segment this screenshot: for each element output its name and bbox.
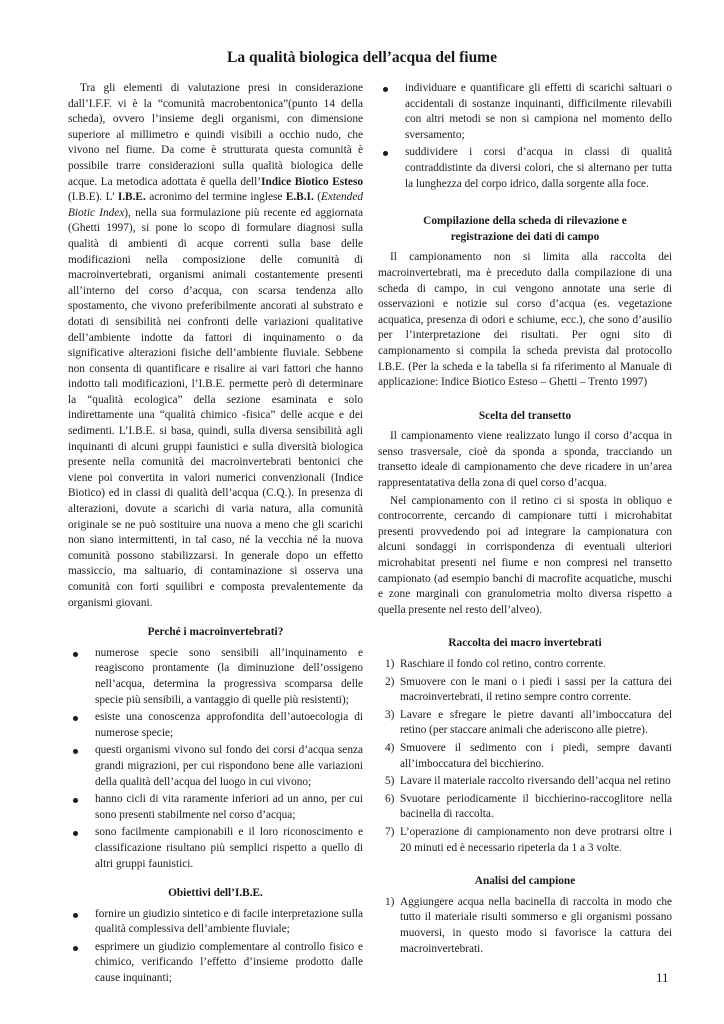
step-number: 3) (385, 708, 395, 721)
page-number: 11 (656, 970, 669, 985)
step-number: 1) (385, 895, 395, 908)
right-column (378, 81, 672, 959)
list-item: hanno cicli di vita raramente inferiori ad un anno, per cui sono presenti stabilmente nel corso d’acqua; (68, 792, 363, 823)
intro-bold-ibe-full: Indice Biotico Esteso (261, 175, 363, 188)
step-text: Lavare e sfregare le pietre davanti all’imboccatura del retino (per staccare animali che aderiscono alle pietre). (400, 708, 672, 737)
intro-italic-ebi-full: Extended Biotic Index (68, 191, 363, 219)
intro-text: ( (313, 191, 321, 204)
numbered-step (378, 657, 672, 673)
list-item: sono facilmente campionabili e il loro riconoscimento e classificazione risultano più semplici rispetto a quello di altri gruppi faunistici. (68, 825, 363, 872)
step-number: 2) (385, 675, 395, 688)
step-text: Lavare il materiale raccolto riversando dell’acqua nel retino (400, 775, 671, 788)
step-number: 5) (385, 775, 395, 788)
step-number: 6) (385, 792, 395, 805)
goals-list (68, 907, 363, 987)
step-text: Raschiare il fondo col retino, contro corrente. (400, 658, 606, 670)
intro-text: acronimo del termine inglese (145, 191, 286, 204)
sheet-paragraph: Il campionamento non si limita alla raccolta dei macroinvertebrati, ma è preceduto dalla compilazione di una scheda di campo, in cui vengono annotate una serie di osservazioni e notizie sul corso d’acqua (es. vegetazione acquatica, presenza di odori e schiume, ecc.), che sono d’ausilio per l’interpretazione dei risultati. Per ogni sito di campionamento si compila la scheda prevista dal protocollo I.B.E. (Per la scheda e la tabella si fa riferimento al Manuale di applicazione: Indice Biotico Esteso – Ghetti – Trento 1997) (378, 251, 672, 389)
numbered-step (378, 708, 672, 739)
numbered-step (378, 792, 672, 823)
heading-line: Compilazione della scheda di rilevazione e (423, 215, 627, 228)
left-column (68, 81, 363, 989)
collection-steps (378, 657, 672, 856)
numbered-step (378, 741, 672, 772)
list-item: individuare e quantificare gli effetti di scarichi saltuari o accidentali di sostanze inquinanti, difficilmente rilevabili con altri metodi se non si campiona nel momento dello sversamento; (378, 81, 672, 143)
intro-text: ), nella sua formulazione più recente ed aggiornata (Ghetti 1997), si pone lo scopo di formulare diagnosi sulla qualità di ambienti di acque correnti sulla base delle modificazioni nella composizione delle comunità di macroinvertebrati, organismi animali costantemente presenti all’interno del corso d’acqua, con scarsa tendenza allo spostamento, che vivono preferibilmente ancorati al substrato e dotati di sensibilità nei confronti delle variazioni qualitative dell’ambiente indotte da fattori di inquinamento o da significative alterazioni fisiche dell’ambiente fluviale. Sebbene non consenta di quantificare e risalire ai vari fattori che hanno indotto tali modificazioni, l’I.B.E. permette però di determinare la “qualità ecologica” della sezione esaminata e solo indirettamente una “qualità chimico -fisica” delle acque e dei sedimenti. L’I.B.E. si basa, quindi, sulla diversa sensibilità agli inquinanti di alcuni gruppi faunistici e sulla diversità biologica presente nella comunità dei macroinvertebrati bentonici che viene poi convertita in valori numerici convenzionali (Indice Biotico) ed in classi di qualità dell’acqua (C.Q.). In presenza di alterazioni, dovute a scarichi di varia natura, alla comunità originale se ne può sostituire una nuova a meno che gli scarichi non siano intermittenti, in tal caso, né la vecchia né la nuova comunità possono stabilizzarsi. In generale dopo un effetto massiccio, ma saltuario, di contaminazione si osserva una comunità con forti squilibri e composta prevalentemente da organismi giovani. (68, 206, 363, 609)
intro-text: (I.B.E). L’ (68, 191, 118, 204)
heading-line: registrazione dei dati di campo (450, 230, 600, 243)
step-text: Smuovere con le mani o i piedi i sassi per la cattura dei macroinvertebrati, il retino sempre contro corrente. (400, 675, 672, 704)
step-text: L’operazione di campionamento non deve protrarsi oltre i 20 minuti ed è necessario ripeterla da 1 a 3 volte. (400, 825, 672, 854)
transect-paragraph: Nel campionamento con il retino ci si sposta in obliquo e controcorrente, cercando di campionare tutti i microhabitat presenti provvedendo poi ad integrare la campionatura con alcuni sondaggi in corrispondenza di eventuali ulteriori microhabitat presenti nel fiume e non compresi nel transetto campionato (ad esempio banchi di macrofite acquatiche, muschi e zone marginali con granulometria molto diversa rispetto a quella presente nel resto dell’alveo). (378, 494, 672, 616)
list-item: suddividere i corsi d’acqua in classi di qualità contraddistinte da diversi colori, che si alternano per tutta la lunghezza del corpo idrico, dalla sorgente alla foce. (378, 145, 672, 192)
numbered-step (378, 774, 672, 790)
list-item: esprimere un giudizio complementare al controllo fisico e chimico, verificando l’effetto d’insieme prodotto dalle cause inquinanti; (68, 940, 363, 987)
transect-paragraph: Il campionamento viene realizzato lungo il corso d’acqua in senso trasversale, cioè da sponda a sponda, tracciando un transetto ideale di campionamento che deve ricadere in un’area rappresentatativa della zona di quel corso d’acqua. (378, 430, 672, 490)
intro-bold-ibe: I.B.E. (117, 191, 146, 204)
intro-text: Tra gli elementi di valutazione presi in considerazione dall’I.F.F. vi è la “comunità macrobentonica”(punto 14 della scheda), ovvero l’insieme degli organismi, con dimensione superiore al millimetro e quindi visibili a occhio nudo, che vivono nel fiume. Da come è strutturata questa comunità è possibile trarre considerazioni sulla qualità biologica delle acque. La metodica adottata è quella dell’ (68, 82, 363, 188)
step-text: Aggiungere acqua nella bacinella di raccolta in modo che tutto il materiale risulti sommerso e gli organismi possano muoversi, in questo modo si favorisce la cattura dei macroinvertebrati. (400, 895, 672, 955)
list-item: numerose specie sono sensibili all’inquinamento e reagiscono prontamente (la diminuzione dell’ossigeno nell’acqua, determina la progressiva scomparsa delle specie più sensibili, a vantaggio di quelle più resistenti); (68, 646, 363, 708)
goals-list-continued (378, 81, 672, 192)
intro-paragraph (68, 81, 363, 611)
numbered-step (378, 825, 672, 856)
page-title: La qualità biologica dell’acqua del fiume (227, 49, 497, 66)
section-heading-collection: Raccolta dei macro invertebrati (448, 637, 602, 650)
step-number: 4) (385, 741, 395, 754)
section-heading-sheet (378, 214, 672, 245)
numbered-step (378, 895, 672, 957)
numbered-step (378, 675, 672, 706)
step-number: 7) (385, 825, 395, 838)
intro-bold-ebi: E.B.I. (285, 191, 314, 204)
list-item: fornire un giudizio sintetico e di facile interpretazione sulla qualità complessiva dell’ambiente fluviale; (68, 907, 363, 938)
list-item: esiste una conoscenza approfondita dell’autoecologia di numerose specie; (68, 710, 363, 741)
section-heading-goals: Obiettivi dell’I.B.E. (168, 887, 263, 900)
step-text: Svuotare periodicamente il bicchierino-raccoglitore nella bacinella di raccolta. (400, 792, 672, 821)
section-heading-why: Perché i macroinvertebrati? (147, 626, 284, 639)
analysis-steps (378, 895, 672, 957)
step-text: Smuovere il sedimento con i piedi, sempre davanti all’imboccatura del bicchierino. (400, 741, 672, 770)
section-heading-analysis: Analisi del campione (474, 875, 576, 888)
list-item: questi organismi vivono sul fondo dei corsi d’acqua senza grandi migrazioni, per cui rispondono bene alle variazioni della qualità dell’acqua del luogo in cui vivono; (68, 743, 363, 790)
why-list (68, 646, 363, 872)
step-number: 1) (385, 658, 395, 670)
section-heading-transect: Scelta del transetto (478, 409, 572, 422)
